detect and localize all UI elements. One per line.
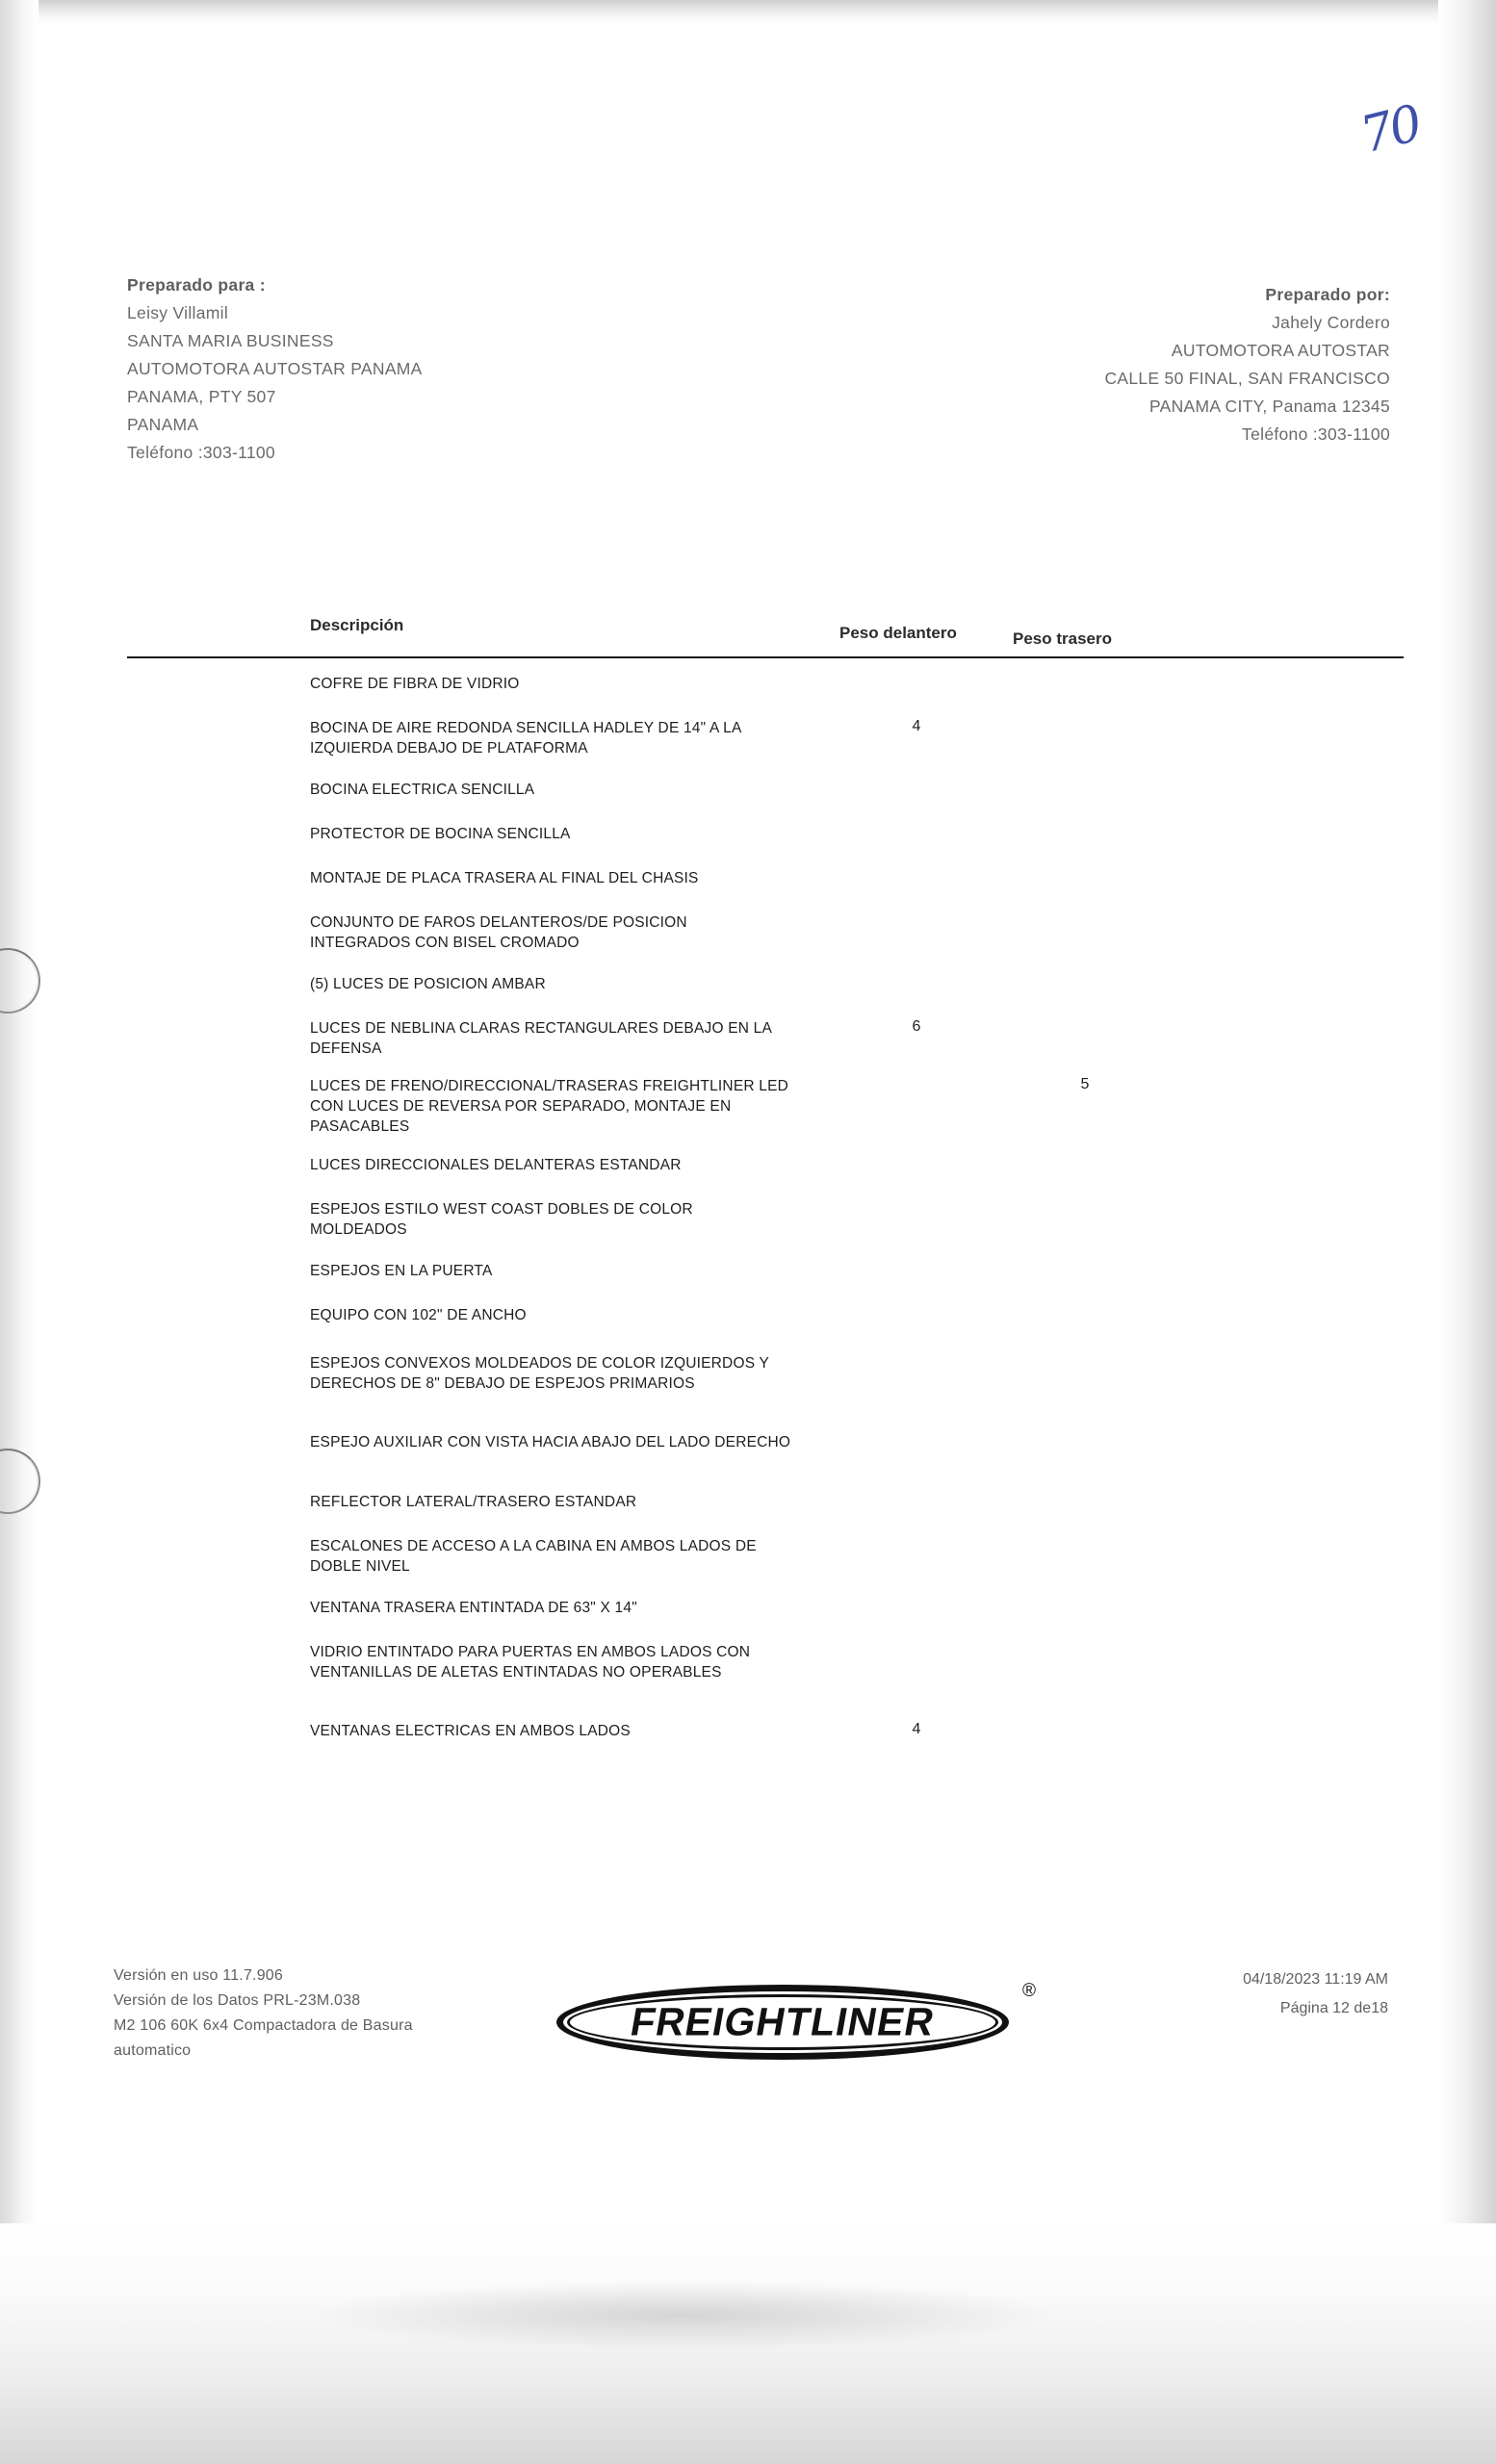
prepared-for-phone: Teléfono :303-1100	[127, 443, 275, 462]
prepared-by-line: CALLE 50 FINAL, SAN FRANCISCO	[1104, 369, 1390, 388]
table-row	[127, 1536, 1404, 1582]
table-row	[127, 718, 1404, 764]
footer-meta-block	[1243, 1965, 1388, 2023]
table-row	[127, 1018, 1404, 1061]
row-description: LUCES DE FRENO/DIRECCIONAL/TRASERAS FREIGHTLINER LED CON LUCES DE REVERSA POR SEPARADO, MONTAJE EN PASACABLES	[310, 1078, 789, 1135]
table-row	[127, 974, 1404, 1003]
prepared-for-line: SANTA MARIA BUSINESS	[127, 331, 334, 350]
page-footer	[0, 1964, 1496, 2089]
table-row	[127, 1076, 1404, 1140]
table-row	[127, 1353, 1404, 1417]
row-description: MONTAJE DE PLACA TRASERA AL FINAL DEL CHASIS	[310, 870, 699, 886]
table-header-row	[127, 616, 1404, 649]
prepared-by-line: AUTOMOTORA AUTOSTAR	[1171, 341, 1390, 360]
logo-wordmark: FREIGHTLINER	[627, 1999, 939, 2044]
column-header-front-weight: Peso delantero	[839, 624, 957, 642]
row-description: VENTANAS ELECTRICAS EN AMBOS LADOS	[310, 1723, 631, 1739]
row-description: BOCINA DE AIRE REDONDA SENCILLA HADLEY DE 14" A LA IZQUIERDA DEBAJO DE PLATAFORMA	[310, 720, 741, 757]
table-row	[127, 1492, 1404, 1521]
row-description: LUCES DE NEBLINA CLARAS RECTANGULARES DEBAJO EN LA DEFENSA	[310, 1020, 772, 1057]
table-row	[127, 674, 1404, 703]
prepared-for-line: AUTOMOTORA AUTOSTAR PANAMA	[127, 359, 423, 378]
footer-page-number: Página 12 de18	[1279, 2000, 1388, 2016]
prepared-by-line: PANAMA CITY, Panama 12345	[1148, 397, 1390, 416]
scan-shading-top	[0, 0, 1496, 25]
row-description: ESPEJO AUXILIAR CON VISTA HACIA ABAJO DEL LADO DERECHO	[310, 1434, 791, 1450]
scan-shading-left	[0, 0, 39, 2464]
row-description: PROTECTOR DE BOCINA SENCILLA	[310, 826, 571, 842]
model-description-line2: automatico	[114, 2042, 192, 2059]
prepared-for-line: PANAMA	[127, 415, 199, 434]
column-header-description: Descripción	[310, 616, 404, 634]
scan-shading-bottom	[0, 2223, 1496, 2464]
row-description: ESPEJOS EN LA PUERTA	[310, 1263, 493, 1279]
table-row	[127, 1305, 1404, 1338]
prepared-for-block	[127, 271, 423, 467]
row-front-weight: 4	[912, 718, 921, 734]
table-row	[127, 1261, 1404, 1290]
row-front-weight: 6	[912, 1018, 921, 1035]
footer-datetime: 04/18/2023 11:19 AM	[1243, 1971, 1388, 1988]
table-body	[127, 674, 1404, 1750]
table-row	[127, 1199, 1404, 1245]
row-description: VIDRIO ENTINTADO PARA PUERTAS EN AMBOS LADOS CON VENTANILLAS DE ALETAS ENTINTADAS NO OPERABLES	[310, 1644, 751, 1681]
row-description: COFRE DE FIBRA DE VIDRIO	[310, 676, 520, 692]
table-row	[127, 1642, 1404, 1706]
table-row	[127, 824, 1404, 853]
prepared-by-title: Preparado por:	[1265, 285, 1390, 304]
row-description: ESPEJOS ESTILO WEST COAST DOBLES DE COLOR MOLDEADOS	[310, 1201, 693, 1238]
hole-punch-icon	[0, 948, 40, 1014]
scan-shading-right	[1438, 0, 1496, 2464]
row-front-weight: 4	[912, 1721, 921, 1737]
table-row	[127, 912, 1404, 959]
spec-table	[127, 616, 1404, 1765]
row-description: (5) LUCES DE POSICION AMBAR	[310, 976, 546, 992]
table-row	[127, 1598, 1404, 1627]
table-row	[127, 1721, 1404, 1750]
handwritten-annotation: 70	[1354, 94, 1426, 166]
scan-smudge	[318, 2281, 1049, 2348]
row-rear-weight: 5	[1080, 1076, 1090, 1092]
prepared-by-phone: Teléfono :303-1100	[1242, 424, 1390, 444]
row-description: REFLECTOR LATERAL/TRASERO ESTANDAR	[310, 1494, 637, 1510]
prepared-for-line: PANAMA, PTY 507	[127, 387, 276, 406]
prepared-by-block	[1104, 281, 1390, 449]
prepared-for-line: Leisy Villamil	[127, 303, 229, 322]
row-description: ESCALONES DE ACCESO A LA CABINA EN AMBOS LADOS DE DOBLE NIVEL	[310, 1538, 757, 1575]
table-row	[127, 1432, 1404, 1476]
model-description-line1: M2 106 60K 6x4 Compactadora de Basura	[114, 2017, 413, 2034]
column-header-rear-weight: Peso trasero	[1013, 629, 1112, 648]
row-description: CONJUNTO DE FAROS DELANTEROS/DE POSICION INTEGRADOS CON BISEL CROMADO	[310, 914, 687, 951]
prepared-by-line: Jahely Cordero	[1272, 313, 1390, 332]
row-description: ESPEJOS CONVEXOS MOLDEADOS DE COLOR IZQUIERDOS Y DERECHOS DE 8" DEBAJO DE ESPEJOS PRIMARIOS	[310, 1355, 769, 1392]
hole-punch-icon	[0, 1449, 40, 1514]
row-description: VENTANA TRASERA ENTINTADA DE 63" X 14"	[310, 1600, 637, 1616]
row-description: LUCES DIRECCIONALES DELANTERAS ESTANDAR	[310, 1157, 682, 1173]
table-header-rule	[127, 656, 1404, 658]
data-version: Versión de los Datos PRL-23M.038	[114, 1992, 361, 2009]
prepared-for-title: Preparado para :	[127, 275, 266, 295]
row-description: BOCINA ELECTRICA SENCILLA	[310, 782, 535, 798]
table-row	[127, 780, 1404, 808]
table-row	[127, 1155, 1404, 1184]
registered-trademark-icon: ®	[1022, 1981, 1036, 2001]
version-in-use: Versión en uso 11.7.906	[114, 1967, 283, 1984]
freightliner-logo	[556, 1981, 1036, 2060]
row-description: EQUIPO CON 102" DE ANCHO	[310, 1307, 527, 1323]
table-row	[127, 868, 1404, 897]
footer-version-block	[114, 1964, 413, 2064]
